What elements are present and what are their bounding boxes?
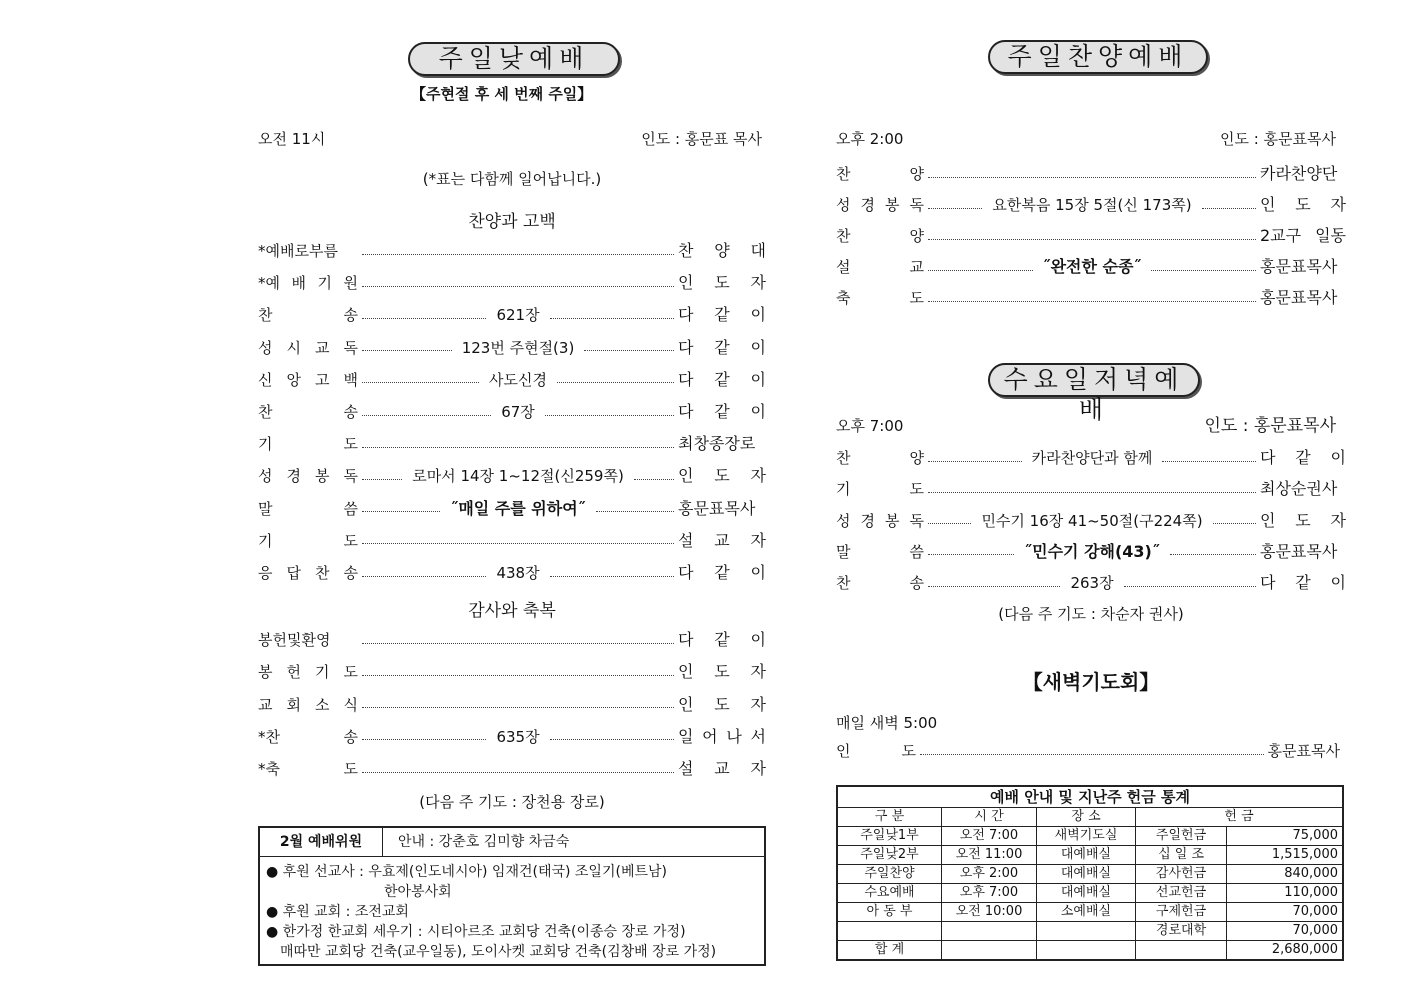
order-label: 봉 헌 기 도 <box>258 663 358 682</box>
order-label: 찬 양 <box>836 165 924 183</box>
order-row <box>836 510 1346 532</box>
order-row <box>258 240 766 262</box>
support-text <box>266 862 716 962</box>
order-row <box>836 447 1346 469</box>
order-row <box>258 465 766 487</box>
order-content: 263장 <box>1070 574 1114 593</box>
order-person: 설 교 자 <box>678 530 766 550</box>
row-amount: 70,000 <box>1227 922 1343 941</box>
total-empty <box>1037 941 1136 961</box>
order-row <box>258 661 766 683</box>
dot-leader <box>928 461 1022 462</box>
order-row <box>258 562 766 584</box>
dot-leader <box>920 754 1264 755</box>
praise-time: 오후 2:00 <box>836 130 904 148</box>
section-thanks: 감사와 축복 <box>468 601 556 621</box>
service-leader: 인도 : 홍문표 목사 <box>641 130 762 148</box>
order-label: 성 시 교 독 <box>258 338 358 357</box>
order-content: ˝완전한 순종˝ <box>1042 257 1142 276</box>
order-content: 사도신경 <box>489 370 547 389</box>
row-place: 소예배실 <box>1037 903 1136 922</box>
order-content: 67장 <box>501 403 535 421</box>
row-time: 오후 2:00 <box>942 865 1037 884</box>
order-row <box>258 369 766 391</box>
order-row <box>258 337 766 359</box>
order-content: 카라찬양단과 함께 <box>1031 449 1153 467</box>
order-person: 인 도 자 <box>678 694 766 714</box>
dot-leader <box>362 707 674 708</box>
row-category <box>837 922 942 941</box>
order-label: 신 앙 고 백 <box>258 370 358 389</box>
info-box <box>258 826 766 966</box>
table-body <box>837 827 1343 941</box>
order-label: 설 교 <box>836 258 924 276</box>
dawn-title: 【새벽기도회】 <box>1022 670 1160 694</box>
order-person: 다 같 이 <box>678 402 767 421</box>
order-person: 다 같 이 <box>678 369 766 389</box>
total-empty <box>1136 941 1227 961</box>
dot-leader <box>928 554 1014 555</box>
dot-leader <box>362 543 674 544</box>
row-place: 대예배실 <box>1037 865 1136 884</box>
order-row <box>258 433 766 455</box>
wed-next-prayer: (다음 주 기도 : 차순자 권사) <box>998 605 1184 623</box>
order-person: 인 도 자 <box>678 662 766 682</box>
row-amount: 840,000 <box>1227 865 1343 884</box>
row-time: 오후 7:00 <box>942 884 1037 903</box>
order-person: 홍문표목사 <box>1260 288 1338 307</box>
row-place: 새벽기도실 <box>1037 827 1136 846</box>
row-offering-type: 경로대학 <box>1136 922 1227 941</box>
table-row <box>837 884 1343 903</box>
row-offering-type: 감사헌금 <box>1136 865 1227 884</box>
order-person: 설 교 자 <box>678 759 766 779</box>
order-content: ˝매일 주를 위하여˝ <box>450 498 586 518</box>
order-row <box>836 194 1346 216</box>
dot-leader <box>362 254 674 255</box>
order-person: 최상순권사 <box>1260 479 1338 499</box>
order-label: *찬 송 <box>258 727 358 746</box>
order-row <box>836 541 1346 563</box>
order-person: 카라찬양단 <box>1260 164 1338 183</box>
order-row <box>258 726 766 748</box>
dot-leader <box>1170 554 1256 555</box>
dot-leader <box>362 415 491 416</box>
dot-leader <box>362 479 402 480</box>
order-content: 438장 <box>496 564 540 582</box>
dot-leader <box>1124 586 1256 587</box>
dot-leader <box>596 511 674 512</box>
order-label: 응 답 찬 송 <box>258 564 358 582</box>
order-content: ˝민수기 강해(43)˝ <box>1024 541 1160 561</box>
table-row <box>837 865 1343 884</box>
row-category: 수요예배 <box>837 884 942 903</box>
header-time: 시 간 <box>942 808 1037 827</box>
row-amount: 75,000 <box>1227 827 1343 846</box>
dot-leader <box>928 301 1256 302</box>
dot-leader <box>362 447 674 448</box>
order-person: 다 같 이 <box>678 630 766 649</box>
header-place: 장 소 <box>1037 808 1136 827</box>
order-row <box>258 758 766 780</box>
dot-leader <box>362 675 674 676</box>
order-row <box>836 572 1346 594</box>
order-label: 찬 양 <box>836 227 924 245</box>
order-person: 최창종장로 <box>678 434 756 454</box>
order-person: 홍문표목사 <box>1260 541 1338 561</box>
service-time: 오전 11시 <box>258 130 326 148</box>
row-time: 오전 11:00 <box>942 846 1037 865</box>
dot-leader <box>584 350 674 351</box>
church-planting-cont: 매따만 교회당 건축(교우일동), 도이사켓 교회당 건축(김창배 장로 가정) <box>280 944 717 960</box>
order-row <box>258 530 766 552</box>
order-person: 일 어 나 서 <box>678 726 766 746</box>
dawn-time: 매일 새벽 5:00 <box>836 714 938 732</box>
wed-time-row <box>836 415 1346 437</box>
order-row <box>836 287 1346 309</box>
dot-leader <box>550 739 674 740</box>
order-person: 인 도 자 <box>1260 195 1347 214</box>
church-planting: ● 한가정 한교회 세우기 : 시티아르조 교회당 건축(이종승 장로 가정) <box>266 924 686 940</box>
order-label: 찬 송 <box>258 403 358 421</box>
order-person: 다 같 이 <box>1260 573 1346 593</box>
order-row <box>258 272 766 294</box>
order-label: 말 씀 <box>836 542 924 561</box>
dot-leader <box>928 492 1256 493</box>
time-leader-row <box>258 128 766 150</box>
order-person: 다 같 이 <box>678 337 767 357</box>
order-row <box>836 256 1346 278</box>
total-amount: 2,680,000 <box>1227 941 1343 961</box>
order-person: 다 같 이 <box>678 305 766 325</box>
order-row <box>836 163 1346 185</box>
order-person: 찬 양 대 <box>678 241 766 260</box>
order-label: 찬 양 <box>836 449 924 467</box>
order-person: 홍문표목사 <box>1260 257 1338 276</box>
wednesday-service-title: 수요일저녁예배 <box>988 363 1200 397</box>
dot-leader <box>362 772 674 773</box>
dot-leader <box>362 511 440 512</box>
table-row <box>837 903 1343 922</box>
sunday-subtitle: 【주현절 후 세 번째 주일】 <box>411 85 593 103</box>
order-row <box>836 478 1346 500</box>
table-row <box>837 922 1343 941</box>
order-label: 찬 송 <box>258 306 358 325</box>
order-label: 기 도 <box>258 531 358 550</box>
order-label: *예 배 기 원 <box>258 274 358 293</box>
order-person: 인 도 자 <box>678 273 766 293</box>
order-person: 다 같 이 <box>678 563 766 582</box>
dot-leader <box>362 382 479 383</box>
dot-leader <box>928 208 982 209</box>
row-time: 오전 7:00 <box>942 827 1037 846</box>
order-label: *예배로부름 <box>258 242 338 260</box>
row-offering-type: 선교헌금 <box>1136 884 1227 903</box>
order-content: 621장 <box>496 306 540 325</box>
order-label: 성 경 봉 독 <box>836 196 924 214</box>
order-person: 2교구 일동 <box>1260 226 1346 245</box>
dot-leader <box>1151 270 1256 271</box>
header-category: 구 분 <box>837 808 942 827</box>
order-label: 성 경 봉 독 <box>836 511 924 530</box>
order-row <box>836 225 1346 247</box>
dot-leader <box>928 586 1060 587</box>
dot-leader <box>1162 461 1256 462</box>
dot-leader <box>545 415 674 416</box>
dawn-leader: 홍문표목사 <box>1267 742 1340 760</box>
wed-time: 오후 7:00 <box>836 417 904 435</box>
next-prayer: (다음 주 기도 : 장천용 장로) <box>419 793 605 811</box>
order-label: 교 회 소 식 <box>258 695 358 714</box>
order-person: 인 도 자 <box>678 466 766 486</box>
order-label: 성 경 봉 독 <box>258 467 358 486</box>
order-row <box>258 498 766 520</box>
dot-leader <box>928 239 1256 240</box>
row-amount: 110,000 <box>1227 884 1343 903</box>
table-row <box>837 827 1343 846</box>
order-content: 123번 주현절(3) <box>461 338 575 357</box>
order-person: 홍문표목사 <box>678 498 756 518</box>
praise-leader: 인도 : 홍문표목사 <box>1219 130 1336 148</box>
stats-table-wrap <box>836 785 1344 961</box>
praise-service-title: 주일찬양예배 <box>988 40 1208 74</box>
order-label: 말 씀 <box>258 499 358 518</box>
dot-leader <box>557 382 674 383</box>
dot-leader <box>550 576 674 577</box>
praise-time-row <box>836 128 1346 150</box>
sunday-service-title: 주일낮예배 <box>408 42 620 76</box>
missionaries: ● 후원 선교사 : 우효제(인도네시아) 임재건(태국) 조일기(베트남) <box>266 864 667 880</box>
dot-leader <box>1213 523 1256 524</box>
row-offering-type: 구제헌금 <box>1136 903 1227 922</box>
order-person: 다 같 이 <box>1260 448 1347 467</box>
order-content: 로마서 14장 1~12절(신259쪽) <box>412 467 624 486</box>
dot-leader <box>362 286 674 287</box>
row-offering-type: 십 일 조 <box>1136 846 1227 865</box>
dot-leader <box>362 318 486 319</box>
row-category: 주일찬양 <box>837 865 942 884</box>
standing-note: (*표는 다함께 일어납니다.) <box>422 170 602 188</box>
row-time: 오전 10:00 <box>942 903 1037 922</box>
missionaries-cont: 한아봉사회 <box>384 884 452 900</box>
dot-leader <box>928 523 971 524</box>
order-row <box>258 304 766 326</box>
row-category: 주일낮2부 <box>837 846 942 865</box>
stats-table <box>836 785 1344 961</box>
dot-leader <box>928 177 1256 178</box>
order-row <box>258 694 766 716</box>
dot-leader <box>362 643 674 644</box>
wed-leader: 인도 : 홍문표목사 <box>1204 416 1336 436</box>
order-row <box>258 401 766 423</box>
order-label: *축 도 <box>258 760 358 779</box>
dot-leader <box>362 576 486 577</box>
dot-leader <box>550 318 674 319</box>
row-place <box>1037 922 1136 941</box>
dot-leader <box>362 350 452 351</box>
row-place: 대예배실 <box>1037 846 1136 865</box>
order-person: 인 도 자 <box>1260 510 1347 530</box>
dot-leader <box>634 479 674 480</box>
order-content: 요한복음 15장 5절(신 173쪽) <box>992 196 1192 214</box>
header-offering: 헌 금 <box>1136 808 1344 827</box>
section-praise: 찬양과 고백 <box>468 212 556 232</box>
dot-leader <box>362 739 486 740</box>
guide-names: 안내 : 강춘호 김미향 차금숙 <box>382 828 764 857</box>
dawn-label: 인 도 <box>836 742 916 760</box>
order-label: 찬 송 <box>836 574 924 593</box>
row-amount: 70,000 <box>1227 903 1343 922</box>
dawn-leader-row <box>836 740 1346 762</box>
row-category: 주일낮1부 <box>837 827 942 846</box>
dot-leader <box>1202 208 1256 209</box>
row-category: 아 동 부 <box>837 903 942 922</box>
order-label: 기 도 <box>836 480 924 499</box>
row-amount: 1,515,000 <box>1227 846 1343 865</box>
order-content: 민수기 16장 41~50절(구224쪽) <box>981 511 1203 530</box>
table-row <box>837 846 1343 865</box>
order-content: 635장 <box>496 727 540 746</box>
row-time <box>942 922 1037 941</box>
order-label: 기 도 <box>258 435 358 454</box>
order-label: 축 도 <box>836 289 924 307</box>
support-church: ● 후원 교회 : 조전교회 <box>266 904 409 920</box>
row-place: 대예배실 <box>1037 884 1136 903</box>
committee-label: 2월 예배위원 <box>260 828 383 857</box>
total-empty <box>942 941 1037 961</box>
order-row <box>258 629 766 651</box>
order-label: 봉헌및환영 <box>258 631 331 649</box>
dot-leader <box>928 270 1033 271</box>
row-offering-type: 주일헌금 <box>1136 827 1227 846</box>
total-label: 합 계 <box>837 941 942 961</box>
table-caption: 예배 안내 및 지난주 헌금 통계 <box>837 786 1343 808</box>
